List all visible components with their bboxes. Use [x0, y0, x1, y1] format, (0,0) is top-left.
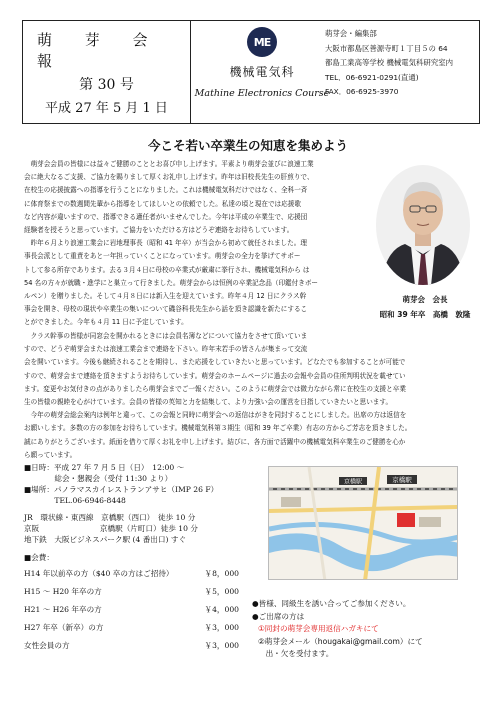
article-body-upper — [24, 158, 364, 330]
body-line: 萌芽会会員の皆様には益々ご健勝のこととお喜び申し上げます。平素より萌芽会並びに浪速工業 — [24, 160, 314, 168]
publisher-address: 大阪市都島区善源寺町１丁目５の 64 — [325, 43, 448, 53]
body-line: 経験者を授そうと思っています。ご協力をいただける方はどうぞ連絡をお待ちしています。 — [24, 226, 294, 235]
body-line: など内容が違いますので、指導できる適任者がいませんでした。今年は平成の卒業生で、応援団 — [24, 212, 308, 221]
me-logo-icon: ME — [247, 27, 277, 57]
rsvp-notes — [252, 598, 482, 661]
portrait-caption — [360, 292, 490, 322]
fee-label: H14 年以前卒の方（$40 卒の方はご招待） — [24, 569, 174, 578]
venue-marker — [397, 513, 415, 527]
note-invite: ●皆様、同級生を誘い合ってご参加ください。 — [252, 599, 411, 608]
caption-name: 昭和 39 年卒 高橋 敦隆 — [379, 310, 471, 319]
event-tel: TEL.06-6946-8448 — [24, 496, 126, 505]
fee-label: H15 ～ H20 年卒の方 — [24, 587, 102, 596]
logo — [193, 27, 331, 119]
logo-japanese: 機械電気科 — [229, 65, 295, 79]
fee-amount: ￥3，000 — [204, 641, 239, 650]
fee-amount: ￥8，000 — [204, 569, 239, 578]
fee-label: H21 ～ H26 年卒の方 — [24, 605, 102, 614]
body-line: ら願っています。 — [24, 450, 77, 459]
fee-title: ■会費： — [24, 553, 54, 562]
body-line: クラス幹事の皆様が同窓会を開かれるときには会員名簿などについて協力をさせて頂いていま — [24, 332, 308, 340]
masthead — [23, 21, 191, 123]
issue-number: 第 30 号 — [79, 76, 134, 93]
fee-row — [24, 637, 239, 655]
fee-amount: ￥3，000 — [204, 623, 239, 632]
publisher-info — [325, 27, 477, 100]
body-line: 事会を開き、母校の現状や卒業生の集いについて磯谷科長先生から話を頂き認識を新たにするこ — [24, 305, 308, 314]
fee-label: 女性会員の方 — [24, 641, 70, 650]
note-postcard: ①同封の萌芽会専用返信ハガキにて — [258, 624, 379, 633]
event-date: ■日時：平成 27 年 7 月 5 日（日） 12:00 ～ — [24, 463, 185, 472]
fee-row — [24, 619, 239, 637]
article-headline: 今こそ若い卒業生の知恵を集めよう — [147, 138, 348, 153]
body-line: 事長会派として重責をあと一年担っていくことになっています。萌芽会の全力を挙げてサポー — [24, 252, 301, 261]
body-line: すので、萌芽会まで連絡を頂きますようお待ちしています。萌芽会のホームページに過去の会報や会員の住所判明状況を載せてい — [24, 371, 406, 380]
fee-row — [24, 601, 239, 619]
body-line: 誠にありがとうございます。紙面を借りて厚くお礼を申し上げます。結びに、各方面で活躍中の機械電気科卒業生のご健勝を心か — [24, 437, 406, 446]
logo-english: Mathine Electronics Course — [194, 88, 330, 99]
fee-row — [24, 583, 239, 601]
publisher-fax: FAX．06-6925-3970 — [325, 87, 399, 96]
fee-row — [24, 565, 239, 583]
newsletter-title: 萌 芽 会 報 — [37, 30, 162, 70]
body-line: 会に絶大なるご支援、ご協力を賜りまして厚くお礼申し上げます。昨年は旧校長先生の肝煎りで、 — [24, 173, 314, 182]
building-block — [281, 497, 301, 507]
body-line: とができました。今年も４月 11 日に予定しています。 — [24, 318, 188, 327]
body-line: 昨年６月より浪速工業会に岩地理事長（昭和 41 年卒）が当会から初めて就任されました。理 — [24, 239, 307, 248]
body-line: 54 名の方々が就職・進学にと巣立って行きました。萌芽会からは恒例の卒業記念品（印鑑付きボー — [24, 278, 319, 287]
event-schedule: 総会・懇親会（受付 11:30 より） — [24, 474, 173, 483]
note-accept: 出・欠を受付ます。 — [258, 649, 334, 658]
event-details — [24, 462, 254, 655]
body-line: 在校生の応援披露への指導を行うことになりました。これは機械電気科だけではなく、全科一斉 — [24, 186, 308, 195]
publisher-tel: TEL．06-6921-0291(直通) — [325, 72, 419, 82]
note-attend: ●ご出席の方は — [252, 611, 305, 621]
station-label: 京橋駅 — [392, 476, 412, 484]
note-email: ②萌芽会メール（hougakai@gmail.com）にて — [258, 636, 423, 646]
body-line: ルペン）を贈りました。そして４月８日には新入生を迎えています。昨年４月 12 日にクラス幹 — [24, 292, 307, 301]
access-line: 地下鉄 大阪ビジネスパーク駅 (4 番出口) すぐ — [24, 535, 187, 544]
fee-amount: ￥5，000 — [204, 587, 239, 596]
body-line: に体育祭までの数週間先輩から指導をしてほしいとの依頼でした。私達の頃と現在では応援歌 — [24, 199, 301, 208]
access-line: 京阪 京橋駅（片町口）徒歩 10 分 — [24, 524, 198, 533]
body-line: 今年の萌芽会総会案内は例年と違って、この会報と同時に萌芽会への返信はがきを同封することにしました。出席の方は返信を — [24, 411, 407, 420]
station-label: 京橋駅 — [343, 478, 363, 486]
event-place: ■場所：パノラマスカイレストランアサヒ（IMP 26 F） — [24, 485, 219, 494]
body-line: ます。変更やお気付きの点がありましたら萌芽会までご一報ください。このように萌芽会では微力ながら常に在校生の支援と卒業 — [24, 384, 406, 393]
body-line: お願いします。多数の方の参加をお待ちしています。機械電気科第３期生（昭和 39 年ご卒業）有志の方からご芳志を頂きました。 — [24, 424, 412, 433]
body-line: トして参る所存であります。去る３月４日に母校の卒業式が厳粛に挙行され、機械電気科から は — [24, 265, 310, 274]
header — [22, 20, 480, 124]
caption-title: 萌芽会 会長 — [402, 295, 448, 304]
issue-date: 平成 27 年 5 月 1 日 — [45, 100, 168, 116]
fee-amount: ￥4，000 — [204, 605, 239, 614]
president-portrait — [375, 164, 471, 286]
building-block — [419, 517, 441, 527]
access-line: JR 環状線・東西線 京橋駅（西口） 徒歩 10 分 — [24, 513, 196, 522]
body-line: 生の皆様の親睦を心がけています。会員の皆様の英知と力を結集して、より力強い会の運営を目指していきたいと思います。 — [24, 398, 393, 407]
body-line: すので、どうぞ萌芽会または浪速工業会まで連絡を下さい。昨年末若手の皆さんが集まって交流 — [24, 345, 308, 354]
publisher-name: 萌芽会・編集部 — [325, 29, 377, 38]
body-line: 会を開いています。今後も継続されることを期待し、また応援をしていきたいと思っています。どなたでも参加することが可能で — [24, 358, 406, 367]
publisher-dept: 都島工業高等学校 機械電気科研究室内 — [325, 58, 453, 67]
access-map — [268, 466, 458, 580]
article-body-lower — [24, 330, 476, 462]
fee-label: H27 年卒（新卒）の方 — [24, 623, 104, 632]
